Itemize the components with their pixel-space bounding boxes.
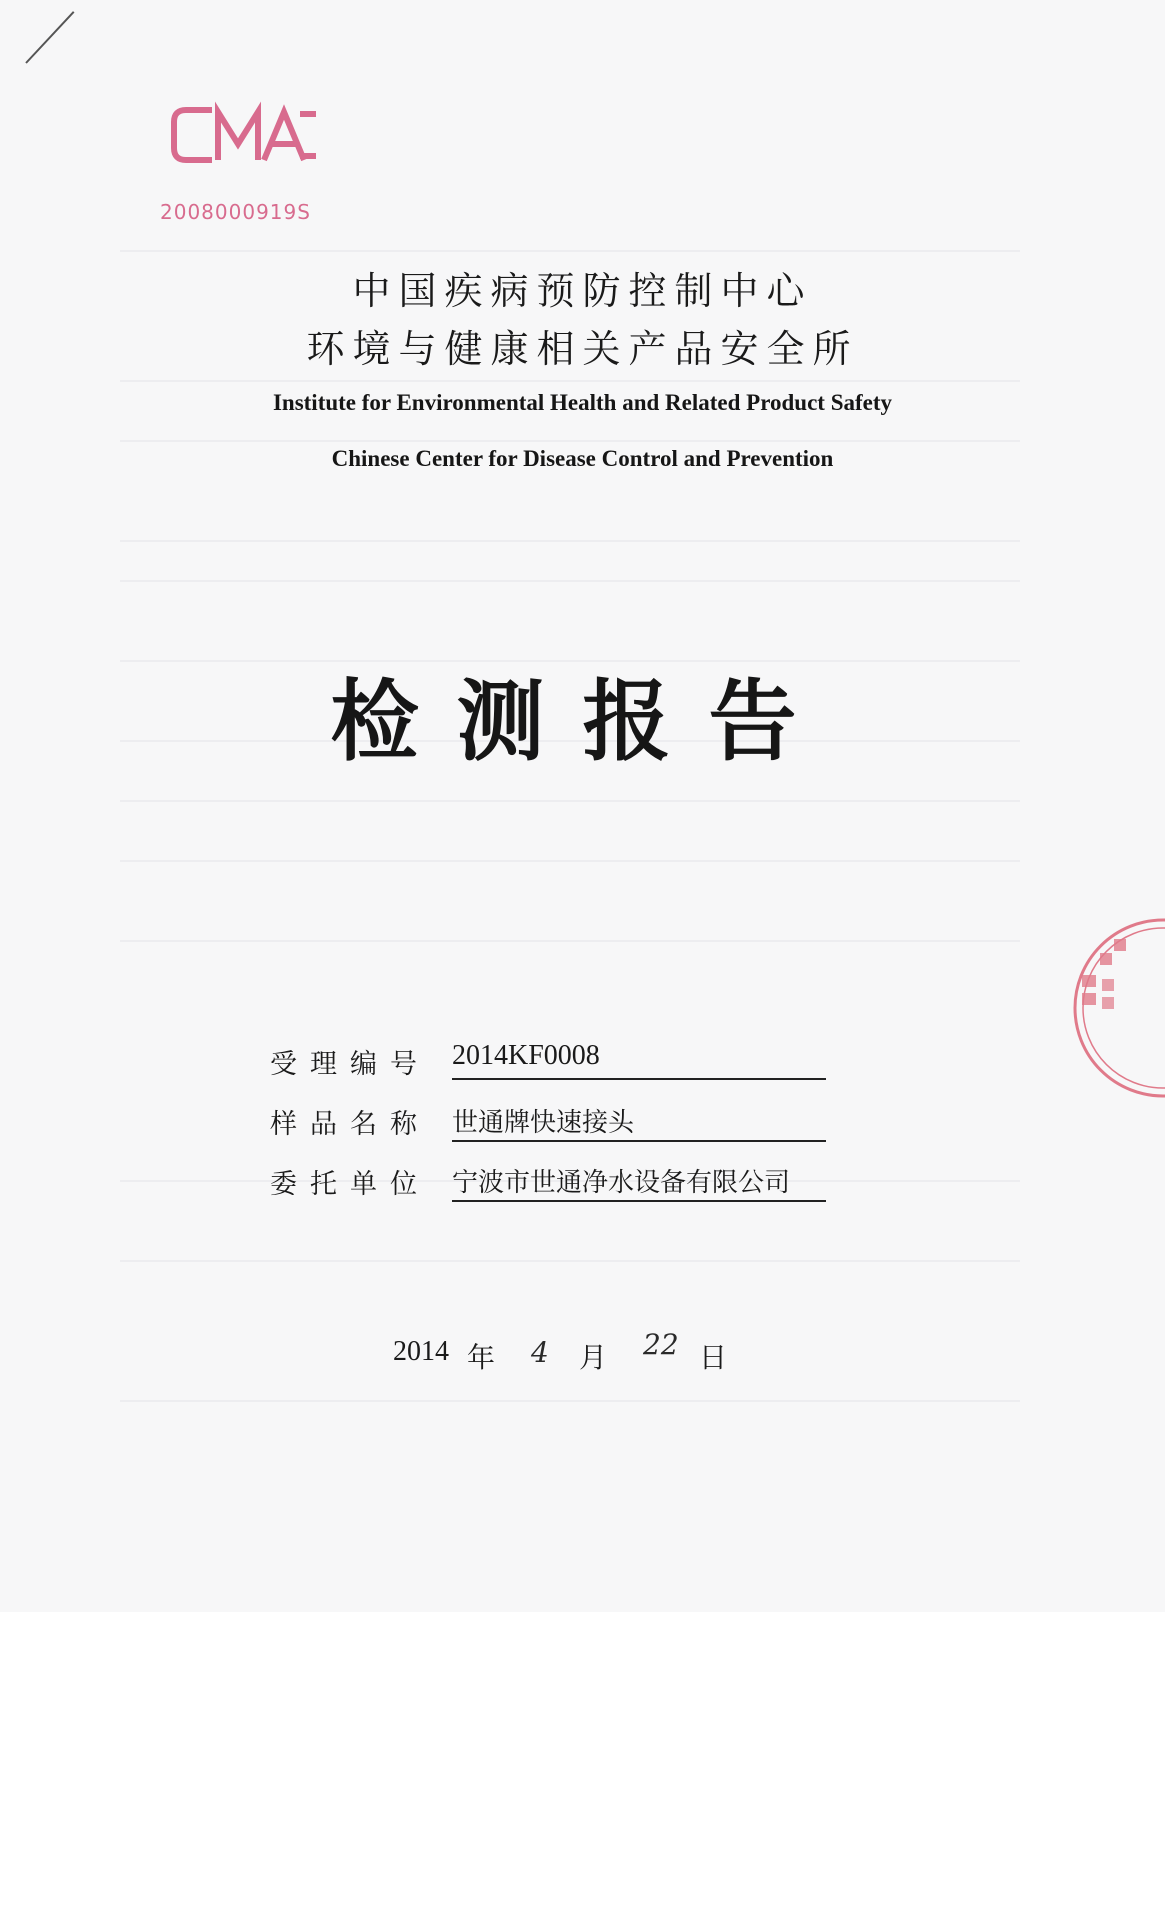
org-name-cn-line1: 中国疾病预防控制中心	[352, 269, 813, 313]
cma-number: 2008000919S	[160, 200, 311, 224]
field-value-sample-name: 世通牌快速接头	[452, 1102, 826, 1142]
field-label-sample-name: 样品名称	[270, 1109, 430, 1140]
field-label-client: 委托单位	[270, 1169, 430, 1200]
date-month: 4	[531, 1336, 549, 1369]
org-name-en-line1: Institute for Environmental Health and Related Product Safety	[272, 390, 893, 415]
seal-stamp	[1068, 913, 1165, 1103]
cma-logo	[166, 100, 326, 170]
report-title: 检测报告	[330, 670, 835, 773]
date-day-char: 日	[699, 1341, 728, 1374]
field-value-client: 宁波市世通净水设备有限公司	[452, 1162, 826, 1202]
field-value-acceptance-no: 2014KF0008	[452, 1040, 826, 1080]
date-month-char: 月	[579, 1341, 608, 1374]
date-day: 22	[643, 1328, 679, 1361]
field-label-acceptance-no: 受理编号	[270, 1049, 430, 1080]
date-year-char: 年	[467, 1341, 496, 1374]
scan-mark	[25, 11, 74, 64]
date-year: 2014	[393, 1336, 449, 1367]
org-name-cn-line2: 环境与健康相关产品安全所	[306, 327, 859, 371]
org-name-en-line2: Chinese Center for Disease Control and Prevention	[331, 446, 834, 471]
